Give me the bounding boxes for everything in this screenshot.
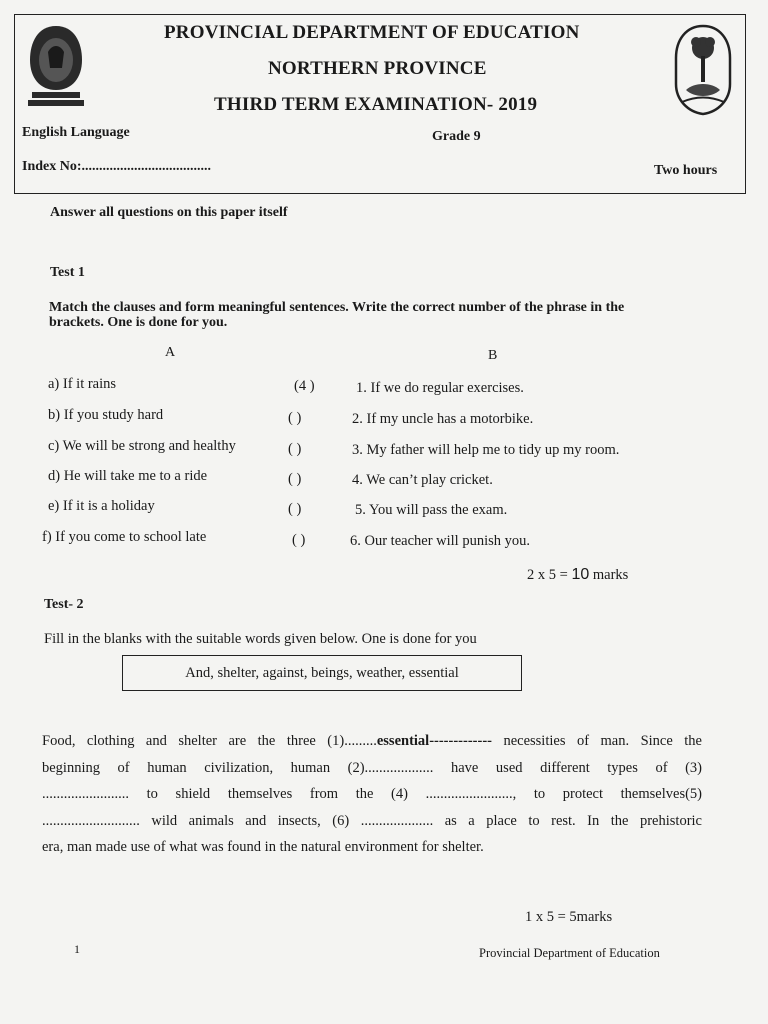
test1-row-b-clause: 5. You will pass the exam.	[355, 502, 508, 518]
header-index-number: Index No:.....................................	[22, 159, 212, 174]
header-title-exam: THIRD TERM EXAMINATION- 2019	[214, 94, 538, 115]
header-grade: Grade 9	[432, 129, 481, 144]
passage-line-text: Food, clothing and shelter are the three (1).........	[42, 733, 377, 749]
header-duration: Two hours	[654, 163, 718, 178]
provincial-crest-icon	[672, 24, 734, 116]
test1-row-a-clause: e) If it is a holiday	[48, 498, 155, 514]
header-title-department: PROVINCIAL DEPARTMENT OF EDUCATION	[164, 22, 580, 43]
word-bank-text: And, shelter, against, beings, weather, essential	[185, 664, 459, 681]
passage-line-text: beginning of human civilization, human (2)................... have used different types of (3)	[42, 759, 702, 776]
passage-line-text: era, man made use of what was found in the natural environment for shelter.	[42, 839, 484, 855]
header-title-province: NORTHERN PROVINCE	[268, 58, 487, 79]
test2-marks: 1 x 5 = 5marks	[525, 909, 613, 925]
test1-row-bracket[interactable]: (4 )	[294, 378, 315, 394]
passage-answer-example: essential-------------	[376, 733, 492, 749]
test1-column-b-header: B	[488, 348, 498, 363]
test1-row-bracket[interactable]: ( )	[288, 471, 302, 487]
test1-row-a-clause: f) If you come to school late	[42, 529, 207, 545]
test1-row-a-clause: c) We will be strong and healthy	[48, 438, 236, 454]
test1-row-b-clause: 6. Our teacher will punish you.	[350, 533, 531, 549]
passage-line-text: necessities of man. Since the	[491, 733, 702, 749]
test1-marks-prefix: 2 x 5 =	[527, 567, 572, 583]
test1-row-a-clause: d) He will take me to a ride	[48, 468, 208, 484]
test1-row-bracket[interactable]: ( )	[288, 410, 302, 426]
test1-row-a-clause: a) If it rains	[48, 376, 117, 392]
test1-row-b-clause: 4. We can’t play cricket.	[352, 472, 493, 488]
passage-line	[42, 834, 702, 861]
test1-marks	[527, 566, 628, 584]
test1-prompt-line2: brackets. One is done for you.	[49, 315, 228, 330]
test1-row-b-clause: 1. If we do regular exercises.	[356, 380, 524, 396]
header-subject: English Language	[22, 125, 130, 140]
test1-row-b-clause: 2. If my uncle has a motorbike.	[352, 411, 534, 427]
test2-title: Test- 2	[44, 597, 84, 612]
test1-marks-value: 10	[571, 566, 590, 583]
passage-line	[42, 755, 702, 782]
passage-line	[42, 781, 702, 808]
test2-passage	[42, 728, 702, 861]
footer-department: Provincial Department of Education	[479, 946, 660, 960]
general-instruction: Answer all questions on this paper itself	[50, 205, 288, 220]
test1-row-bracket[interactable]: ( )	[288, 501, 302, 517]
test1-column-a-header: A	[165, 345, 176, 360]
passage-line-text: ........................... wild animals and insects, (6) .................... as a place to rest. In the prehistoric	[42, 812, 702, 829]
test2-prompt: Fill in the blanks with the suitable words given below. One is done for you	[44, 631, 477, 647]
test1-prompt-line1: Match the clauses and form meaningful sentences. Write the correct number of the phrase in the	[49, 300, 625, 315]
word-bank-box	[122, 655, 522, 691]
test1-title: Test 1	[50, 265, 85, 280]
test1-row-b-clause: 3. My father will help me to tidy up my room.	[352, 442, 620, 458]
test1-row-bracket[interactable]: ( )	[288, 441, 302, 457]
passage-line	[42, 728, 702, 755]
test1-row-bracket[interactable]: ( )	[292, 532, 306, 548]
page-number: 1	[74, 942, 80, 956]
test1-marks-suffix: marks	[589, 567, 629, 583]
national-emblem-icon	[26, 22, 86, 110]
passage-line-text: ........................ to shield themselves from the (4) ........................, to protect themselves(5)	[42, 786, 702, 802]
test1-row-a-clause: b) If you study hard	[48, 407, 164, 423]
passage-line	[42, 808, 702, 835]
